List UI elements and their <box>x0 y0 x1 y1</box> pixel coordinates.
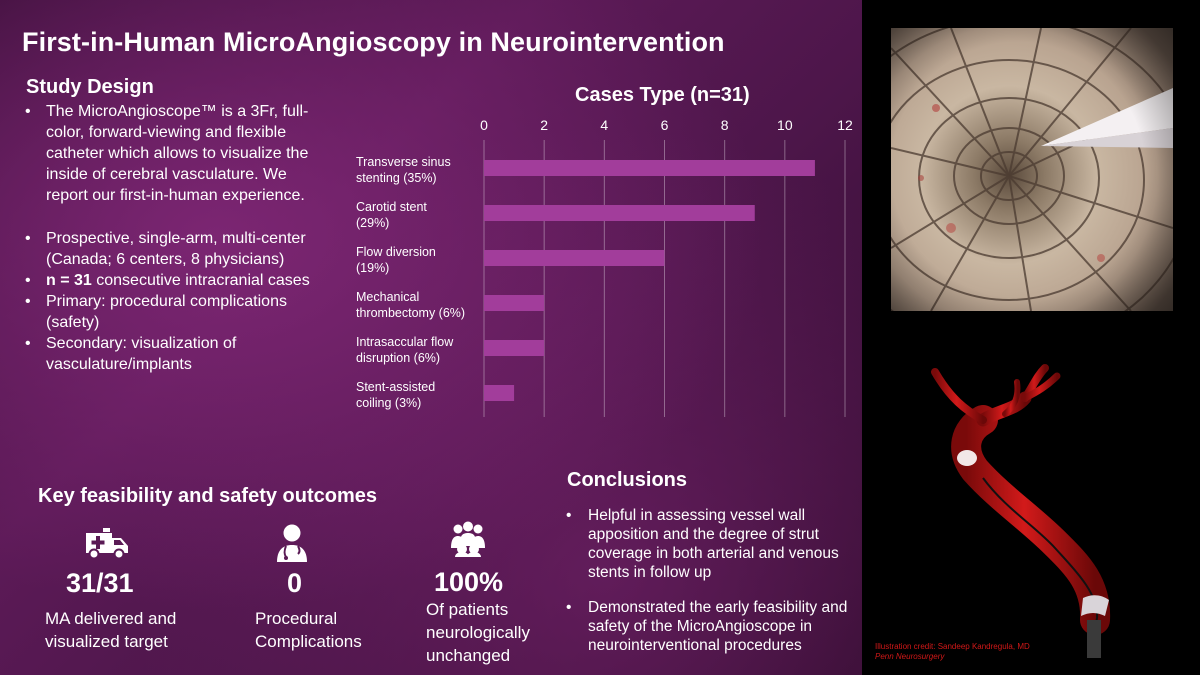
category-label: (29%) <box>356 216 390 230</box>
x-tick-label: 8 <box>720 117 729 133</box>
study-design-n-text: consecutive intracranial cases <box>91 272 310 289</box>
x-tick-label: 2 <box>540 117 549 133</box>
ambulance-icon <box>84 525 130 564</box>
conclusions-list <box>563 506 853 671</box>
bar <box>484 250 665 266</box>
study-design-n-bold: n = 31 <box>46 272 92 289</box>
x-tick-label: 6 <box>660 117 669 133</box>
bar <box>484 385 514 401</box>
outcome-desc-delivered <box>45 607 176 653</box>
bar <box>484 295 544 311</box>
outcome-desc-unchanged <box>426 598 530 667</box>
credit-affiliation: Penn Neurosurgery <box>875 652 945 661</box>
category-label: Intrasaccular flow <box>356 335 454 349</box>
x-tick-label: 12 <box>837 117 853 133</box>
study-design-item: • Secondary: visualization of vasculature/implants <box>22 333 322 375</box>
study-design-item: • Prospective, single-arm, multi-center (Canada; 6 centers, 8 physicians) <box>22 228 322 270</box>
key-outcomes-heading: Key feasibility and safety outcomes <box>38 485 378 507</box>
illustration-credit <box>875 642 1030 662</box>
conclusions-heading: Conclusions <box>567 469 688 491</box>
x-tick-label: 4 <box>600 117 609 133</box>
study-design-item: • Primary: procedural complications (safety) <box>22 291 322 333</box>
outcome-value-complications: 0 <box>287 568 303 598</box>
credit-line: Illustration credit: Sandeep Kandregula, MD <box>875 642 1030 651</box>
x-tick-label: 0 <box>480 117 488 133</box>
study-design-heading: Study Design <box>26 76 154 98</box>
category-label: Carotid stent <box>356 200 427 214</box>
outcome-desc-line: Of patients <box>426 600 509 619</box>
category-label: thrombectomy (6%) <box>356 306 466 320</box>
category-label: coiling (3%) <box>356 396 422 410</box>
doctor-icon <box>275 523 309 568</box>
outcome-value-delivered: 31/31 <box>66 568 134 598</box>
outcome-desc-line: Procedural <box>255 609 338 628</box>
category-label: Transverse sinus <box>356 155 451 169</box>
vessel-illustration <box>905 358 1135 663</box>
conclusion-item: • Helpful in assessing vessel wall apposition and the degree of strut coverage in both arterial and venous stents in follow up <box>563 506 853 582</box>
patients-group-icon <box>451 521 485 562</box>
credit-line-italic <box>875 652 1030 662</box>
category-label: (19%) <box>356 261 390 275</box>
category-label: Mechanical <box>356 290 420 304</box>
outcome-desc-line: Complications <box>255 632 362 651</box>
chart-title: Cases Type (n=31) <box>575 84 750 106</box>
category-label: Flow diversion <box>356 245 436 259</box>
outcome-desc-line: neurologically <box>426 623 530 642</box>
angioscopy-photo <box>891 28 1173 311</box>
category-label: disruption (6%) <box>356 351 441 365</box>
conclusion-item: • Demonstrated the early feasibility and safety of the MicroAngioscope in neurointerventional procedures <box>563 598 853 655</box>
study-design-item: • The MicroAngioscope™ is a 3Fr, full-color, forward-viewing and flexible catheter which allows to visualize the inside of cerebral vasculature. We report our first-in-human experience. <box>22 101 322 206</box>
outcome-value-unchanged: 100% <box>434 567 504 597</box>
category-label: Stent-assisted <box>356 380 436 394</box>
study-design-item <box>22 270 322 291</box>
x-tick-label: 10 <box>777 117 793 133</box>
cases-type-bar-chart <box>350 112 860 422</box>
outcome-desc-line: MA delivered and <box>45 609 177 628</box>
bar <box>484 340 544 356</box>
page-title: First-in-Human MicroAngioscopy in Neurointervention <box>22 27 725 57</box>
bar <box>484 205 755 221</box>
study-design-list <box>22 101 322 375</box>
outcome-desc-line: unchanged <box>426 646 511 665</box>
outcome-desc-complications <box>255 607 362 653</box>
bar <box>484 160 815 176</box>
category-label: stenting (35%) <box>356 171 437 185</box>
outcome-desc-line: visualized target <box>45 632 168 651</box>
